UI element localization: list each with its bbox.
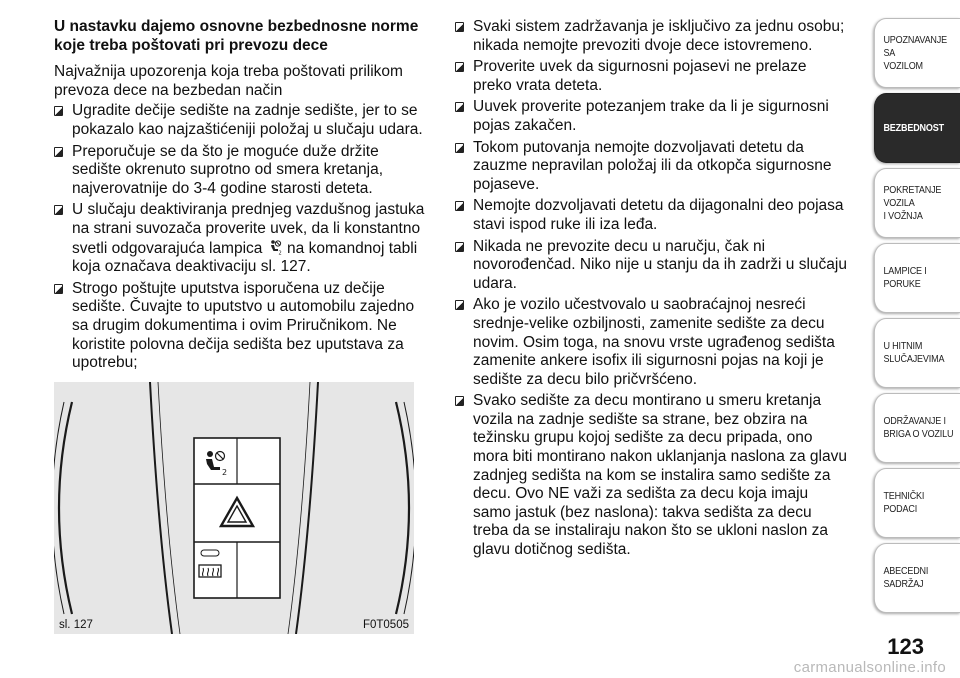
list-item: Nemojte dozvoljavati detetu da dijagonalni deo pojasa stavi ispod ruke ili iza leđa. (455, 197, 847, 234)
intro-paragraph: Najvažnija upozorenja koja treba poštovati prilikom prevoza dece na bezbedan način (54, 63, 403, 99)
figure-dashboard-controls (54, 382, 414, 634)
list-item: Proverite uvek da sigurnosni pojasevi ne prelaze preko vrata deteta. (455, 58, 847, 95)
left-column (54, 18, 432, 376)
tab-hitni[interactable]: U HITNIM SLUČAJEVIMA (874, 318, 960, 388)
svg-text:2: 2 (278, 250, 282, 255)
list-item: Preporučuje se da što je moguće duže držite sedište okrenuto suprotno od smera kretanja, najverovatnije do 3-4 godine starosti deteta. (54, 143, 432, 199)
bullet-icon (455, 62, 464, 72)
bullet-icon (54, 147, 63, 157)
page-number: 123 (887, 634, 924, 659)
list-item-airbag: U slučaju deaktiviranja prednjeg vazdušnog jastuka na strani suvozača proverite uvek, da li konstantno svetli odgovarajuća lampica 2 na komandnoj tabli koja označava deaktivaciju sl. 127. (54, 201, 432, 276)
watermark: carmanualsonline.info (793, 659, 946, 676)
passenger-airbag-off-icon (267, 239, 283, 255)
tab-pokretanje[interactable]: POKRETANJE VOZILA I VOŽNJA (874, 168, 960, 238)
chapter-sidebar (860, 18, 960, 618)
svg-text:2: 2 (222, 468, 228, 477)
bullet-icon (54, 205, 63, 215)
list-item: Strogo poštujte uputstva isporučena uz dečije sedište. Čuvajte to uputstvo u automobilu zajedno sa drugim dokumentima i ovim Priručnikom. Ne koristite polovna dečija sedišta bez uputstava za upotrebu; (54, 280, 432, 373)
section-heading: U nastavku dajemo osnovne bezbednosne norme koje treba poštovati pri prevozu dece (54, 18, 419, 54)
bullet-icon (54, 106, 63, 116)
tab-upoznavanje[interactable]: UPOZNAVANJE SA VOZILOM (874, 18, 960, 88)
left-bullet-list (54, 102, 432, 372)
bullet-icon (455, 102, 464, 112)
figure-code: F0T0505 (362, 619, 409, 631)
tab-bezbednost[interactable]: BEZBEDNOST (874, 93, 960, 163)
tab-lampice[interactable]: LAMPICE I PORUKE (874, 243, 960, 313)
bullet-icon (54, 284, 63, 294)
bullet-icon (455, 300, 464, 310)
bullet-icon (455, 201, 464, 211)
tab-abecedni[interactable]: ABECEDNI SADRŽAJ (874, 543, 960, 613)
list-item: Tokom putovanja nemojte dozvoljavati detetu da zauzme nepravilan položaj ili da otkopča sigurnosne pojaseve. (455, 139, 847, 195)
list-item: Uuvek proverite potezanjem trake da li je sigurnosni pojas zakačen. (455, 98, 847, 135)
bullet-icon (455, 396, 464, 406)
dashboard-illustration (54, 382, 414, 634)
list-item: Ako je vozilo učestvovalo u saobraćajnoj nesreći srednje-velike ozbiljnosti, zamenite sedište za decu novim. Osim toga, na snovu vrste ugrađenog sedišta zamenite ankere isofix ili sigurnosni pojas na koji je sedište za decu bilo pričvršćeno. (455, 296, 847, 389)
list-item: Ugradite dečije sedište na zadnje sedište, jer to se pokazalo kao najzaštićeniji položaj u slučaju udara. (54, 102, 432, 139)
tab-odrzavanje[interactable]: ODRŽAVANJE I BRIGA O VOZILU (874, 393, 960, 463)
list-item: Nikada ne prevozite decu u naručju, čak ni novorođenčad. Niko nije u stanju da ih zadrži u slučaju udara. (455, 238, 847, 294)
tab-tehnicki[interactable]: TEHNIČKI PODACI (874, 468, 960, 538)
list-item: Svako sedište za decu montirano u smeru kretanja vozila na zadnje sedište sa strane, bez obzira na težinsku grupu kojoj sedište za decu pripada, ono mora biti montirano nakon uklanjanja naslona za glavu zadnjeg sedišta na kom se instalira samo sedište za decu. Ovo NE važi za sedišta za decu koja imaju samo jastuk (bez naslona): takva sedišta za decu treba da se instaliraju nakon što se ukloni naslon za glavu dotičnog sedišta. (455, 392, 847, 559)
figure-number: sl. 127 (59, 619, 93, 631)
right-bullet-list (455, 18, 847, 560)
bullet-icon (455, 22, 464, 32)
list-item: Svaki sistem zadržavanja je isključivo za jednu osobu; nikada nemojte prevoziti dvoje dece istovremeno. (455, 18, 847, 55)
bullet-icon (455, 242, 464, 252)
right-column (455, 18, 847, 563)
bullet-icon (455, 143, 464, 153)
